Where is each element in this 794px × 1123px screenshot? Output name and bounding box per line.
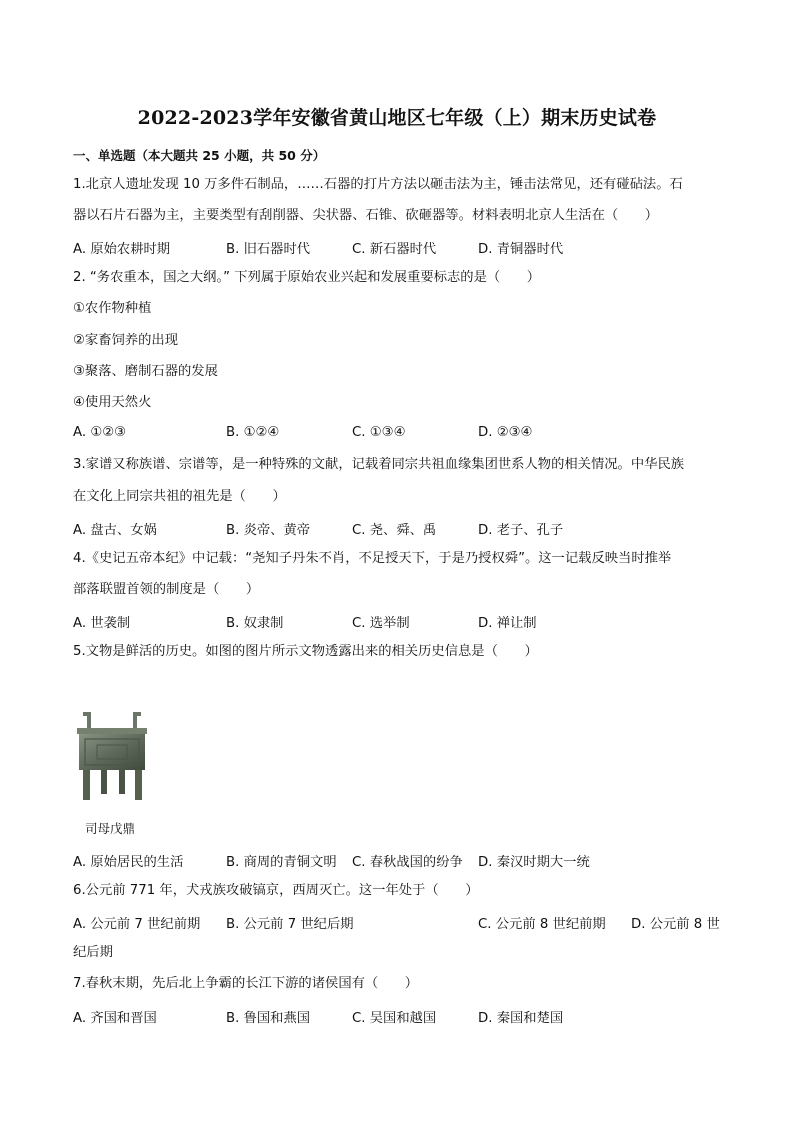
q4-option-a: A. 世袭制 [73,616,131,631]
q5-line1: 5.文物是鲜活的历史。如图的图片所示文物透露出来的相关历史信息是（ ） [73,644,538,659]
q6-option-d-wrap: 纪后期 [73,945,113,960]
q7-line1: 7.春秋末期，先后北上争霸的长江下游的诸侯国有（ ） [73,976,419,991]
q1-line2: 器以石片石器为主，主要类型有刮削器、尖状器、石锥、砍砸器等。材料表明北京人生活在（ ） [73,208,659,223]
q1-option-b: B. 旧石器时代 [226,242,311,257]
q2-option-b: B. ①②④ [226,425,280,440]
q2-line1: 2. “务农重本，国之大纲。” 下列属于原始农业兴起和发展重要标志的是（ ） [73,270,541,285]
bronze-ding-image [73,708,151,804]
q5-image-caption: 司母戊鼎 [85,821,136,836]
q5-option-b: B. 商周的青铜文明 [226,855,337,870]
q4-line2: 部落联盟首领的制度是（ ） [73,582,260,597]
q7-option-a: A. 齐国和晋国 [73,1011,157,1026]
q2-item-4: ④使用天然火 [73,395,152,410]
q5-option-c: C. 春秋战国的纷争 [352,855,463,870]
section-heading: 一、单选题（本大题共 25 小题，共 50 分） [73,148,326,163]
q3-option-d: D. 老子、孔子 [478,523,564,538]
q5-option-d: D. 秦汉时期大一统 [478,855,590,870]
q2-option-a: A. ①②③ [73,425,127,440]
q3-line2: 在文化上同宗共祖的祖先是（ ） [73,489,286,504]
q7-option-b: B. 鲁国和燕国 [226,1011,311,1026]
q3-option-b: B. 炎帝、黄帝 [226,523,311,538]
q3-option-c: C. 尧、舜、禹 [352,523,437,538]
q6-line1: 6.公元前 771 年，犬戎族攻破镐京，西周灭亡。这一年处于（ ） [73,883,479,898]
q1-option-a: A. 原始农耕时期 [73,242,171,257]
q2-item-2: ②家畜饲养的出现 [73,333,178,348]
q4-option-d: D. 禅让制 [478,616,537,631]
q1-option-c: C. 新石器时代 [352,242,437,257]
q6-option-c: C. 公元前 8 世纪前期 [478,917,606,932]
q5-option-a: A. 原始居民的生活 [73,855,184,870]
q1-option-d: D. 青铜器时代 [478,242,564,257]
q4-option-c: C. 选举制 [352,616,410,631]
q6-option-d: D. 公元前 8 世 [631,917,720,932]
q7-option-d: D. 秦国和楚国 [478,1011,564,1026]
q2-option-c: C. ①③④ [352,425,406,440]
q6-option-a: A. 公元前 7 世纪前期 [73,917,201,932]
q3-option-a: A. 盘古、女娲 [73,523,157,538]
q7-option-c: C. 吴国和越国 [352,1011,437,1026]
q2-item-3: ③聚落、磨制石器的发展 [73,364,218,379]
q2-item-1: ①农作物种植 [73,301,152,316]
q2-option-d: D. ②③④ [478,425,533,440]
q4-line1: 4.《史记五帝本纪》中记载：“尧知子丹朱不肖，不足授天下，于是乃授权舜”。这一记载反映当时推举 [73,551,672,566]
exam-title: 2022-2023学年安徽省黄山地区七年级（上）期末历史试卷 [137,107,657,129]
q6-option-b: B. 公元前 7 世纪后期 [226,917,354,932]
q3-line1: 3.家谱又称族谱、宗谱等，是一种特殊的文献，记载着同宗共祖血缘集团世系人物的相关情况。中华民族 [73,457,685,472]
q1-line1: 1.北京人遗址发现 10 万多件石制品，……石器的打片方法以砸击法为主，锤击法常见，还有碰砧法。石 [73,177,683,192]
q4-option-b: B. 奴隶制 [226,616,284,631]
